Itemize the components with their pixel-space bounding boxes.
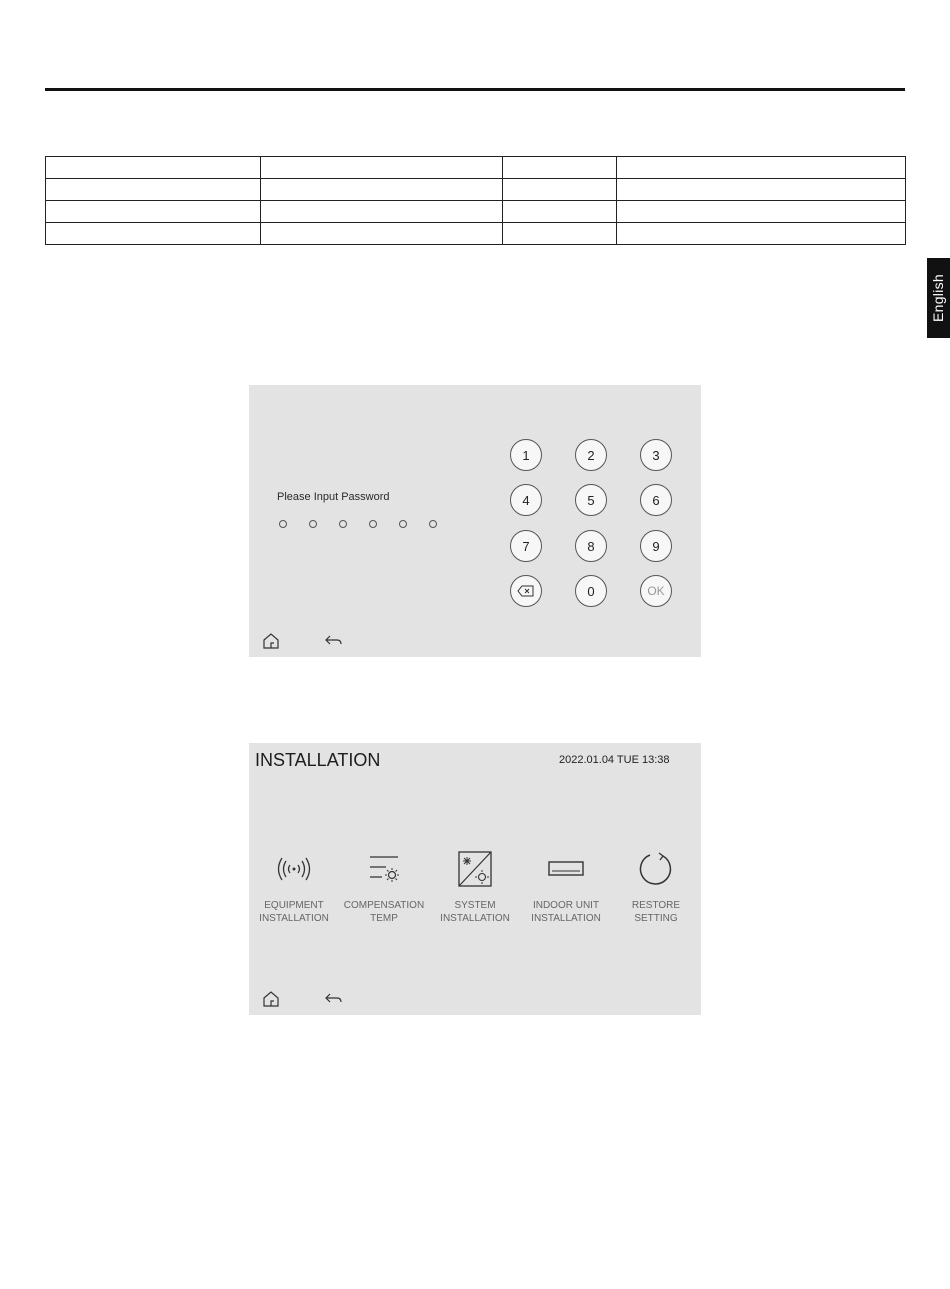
table-cell (46, 179, 261, 201)
page-title: INSTALLATION (255, 750, 381, 770)
table-cell (503, 223, 617, 245)
key-6[interactable]: 6 (640, 484, 672, 516)
key-3[interactable]: 3 (640, 439, 672, 471)
back-arrow-icon[interactable] (324, 990, 344, 1008)
key-4[interactable]: 4 (510, 484, 542, 516)
tile-compensation-temp[interactable] (339, 851, 429, 925)
language-tab (927, 258, 950, 338)
ok-button[interactable]: OK (640, 575, 672, 607)
table-cell (261, 179, 503, 201)
header-rule (45, 88, 905, 91)
spec-table (45, 156, 906, 245)
key-0[interactable]: 0 (575, 575, 607, 607)
tile-label: EQUIPMENT INSTALLATION (259, 900, 329, 924)
table-cell (617, 223, 906, 245)
backspace-button[interactable] (510, 575, 542, 607)
password-prompt: Please Input Password (277, 491, 390, 503)
key-8[interactable]: 8 (575, 530, 607, 562)
tile-system-installation[interactable] (430, 851, 520, 925)
compensation-temp-icon (364, 851, 404, 887)
table-cell (503, 179, 617, 201)
table-cell (46, 223, 261, 245)
wireless-signal-icon (274, 851, 314, 887)
key-9[interactable]: 9 (640, 530, 672, 562)
keypad (249, 385, 701, 657)
home-icon[interactable] (262, 632, 280, 650)
table-row (46, 201, 906, 223)
table-cell (261, 223, 503, 245)
home-icon[interactable] (262, 990, 280, 1008)
table-cell (46, 157, 261, 179)
tile-label: INDOOR UNIT INSTALLATION (531, 900, 601, 924)
language-label: English (930, 273, 947, 323)
key-7[interactable]: 7 (510, 530, 542, 562)
installation-screen (249, 743, 701, 1015)
table-cell (46, 201, 261, 223)
table-cell (261, 201, 503, 223)
table-row (46, 223, 906, 245)
tile-equipment-installation[interactable] (249, 851, 339, 925)
key-1[interactable]: 1 (510, 439, 542, 471)
table-cell (617, 157, 906, 179)
indoor-unit-icon (546, 851, 586, 887)
password-screen (249, 385, 701, 657)
tile-label: SYSTEM INSTALLATION (440, 900, 510, 924)
table-cell (617, 179, 906, 201)
back-arrow-icon[interactable] (324, 632, 344, 650)
key-5[interactable]: 5 (575, 484, 607, 516)
datetime: 2022.01.04 TUE 13:38 (559, 754, 670, 766)
system-installation-icon (455, 851, 495, 887)
table-row (46, 157, 906, 179)
tile-label: RESTORE SETTING (631, 900, 681, 924)
backspace-icon (517, 585, 535, 597)
table-cell (617, 201, 906, 223)
restore-icon (636, 851, 676, 887)
table-cell (261, 157, 503, 179)
tile-restore-setting[interactable] (611, 851, 701, 925)
table-cell (503, 201, 617, 223)
table-cell (503, 157, 617, 179)
tile-indoor-unit-installation[interactable] (521, 851, 611, 925)
tile-label: COMPENSATION TEMP (343, 900, 425, 924)
table-row (46, 179, 906, 201)
key-2[interactable]: 2 (575, 439, 607, 471)
